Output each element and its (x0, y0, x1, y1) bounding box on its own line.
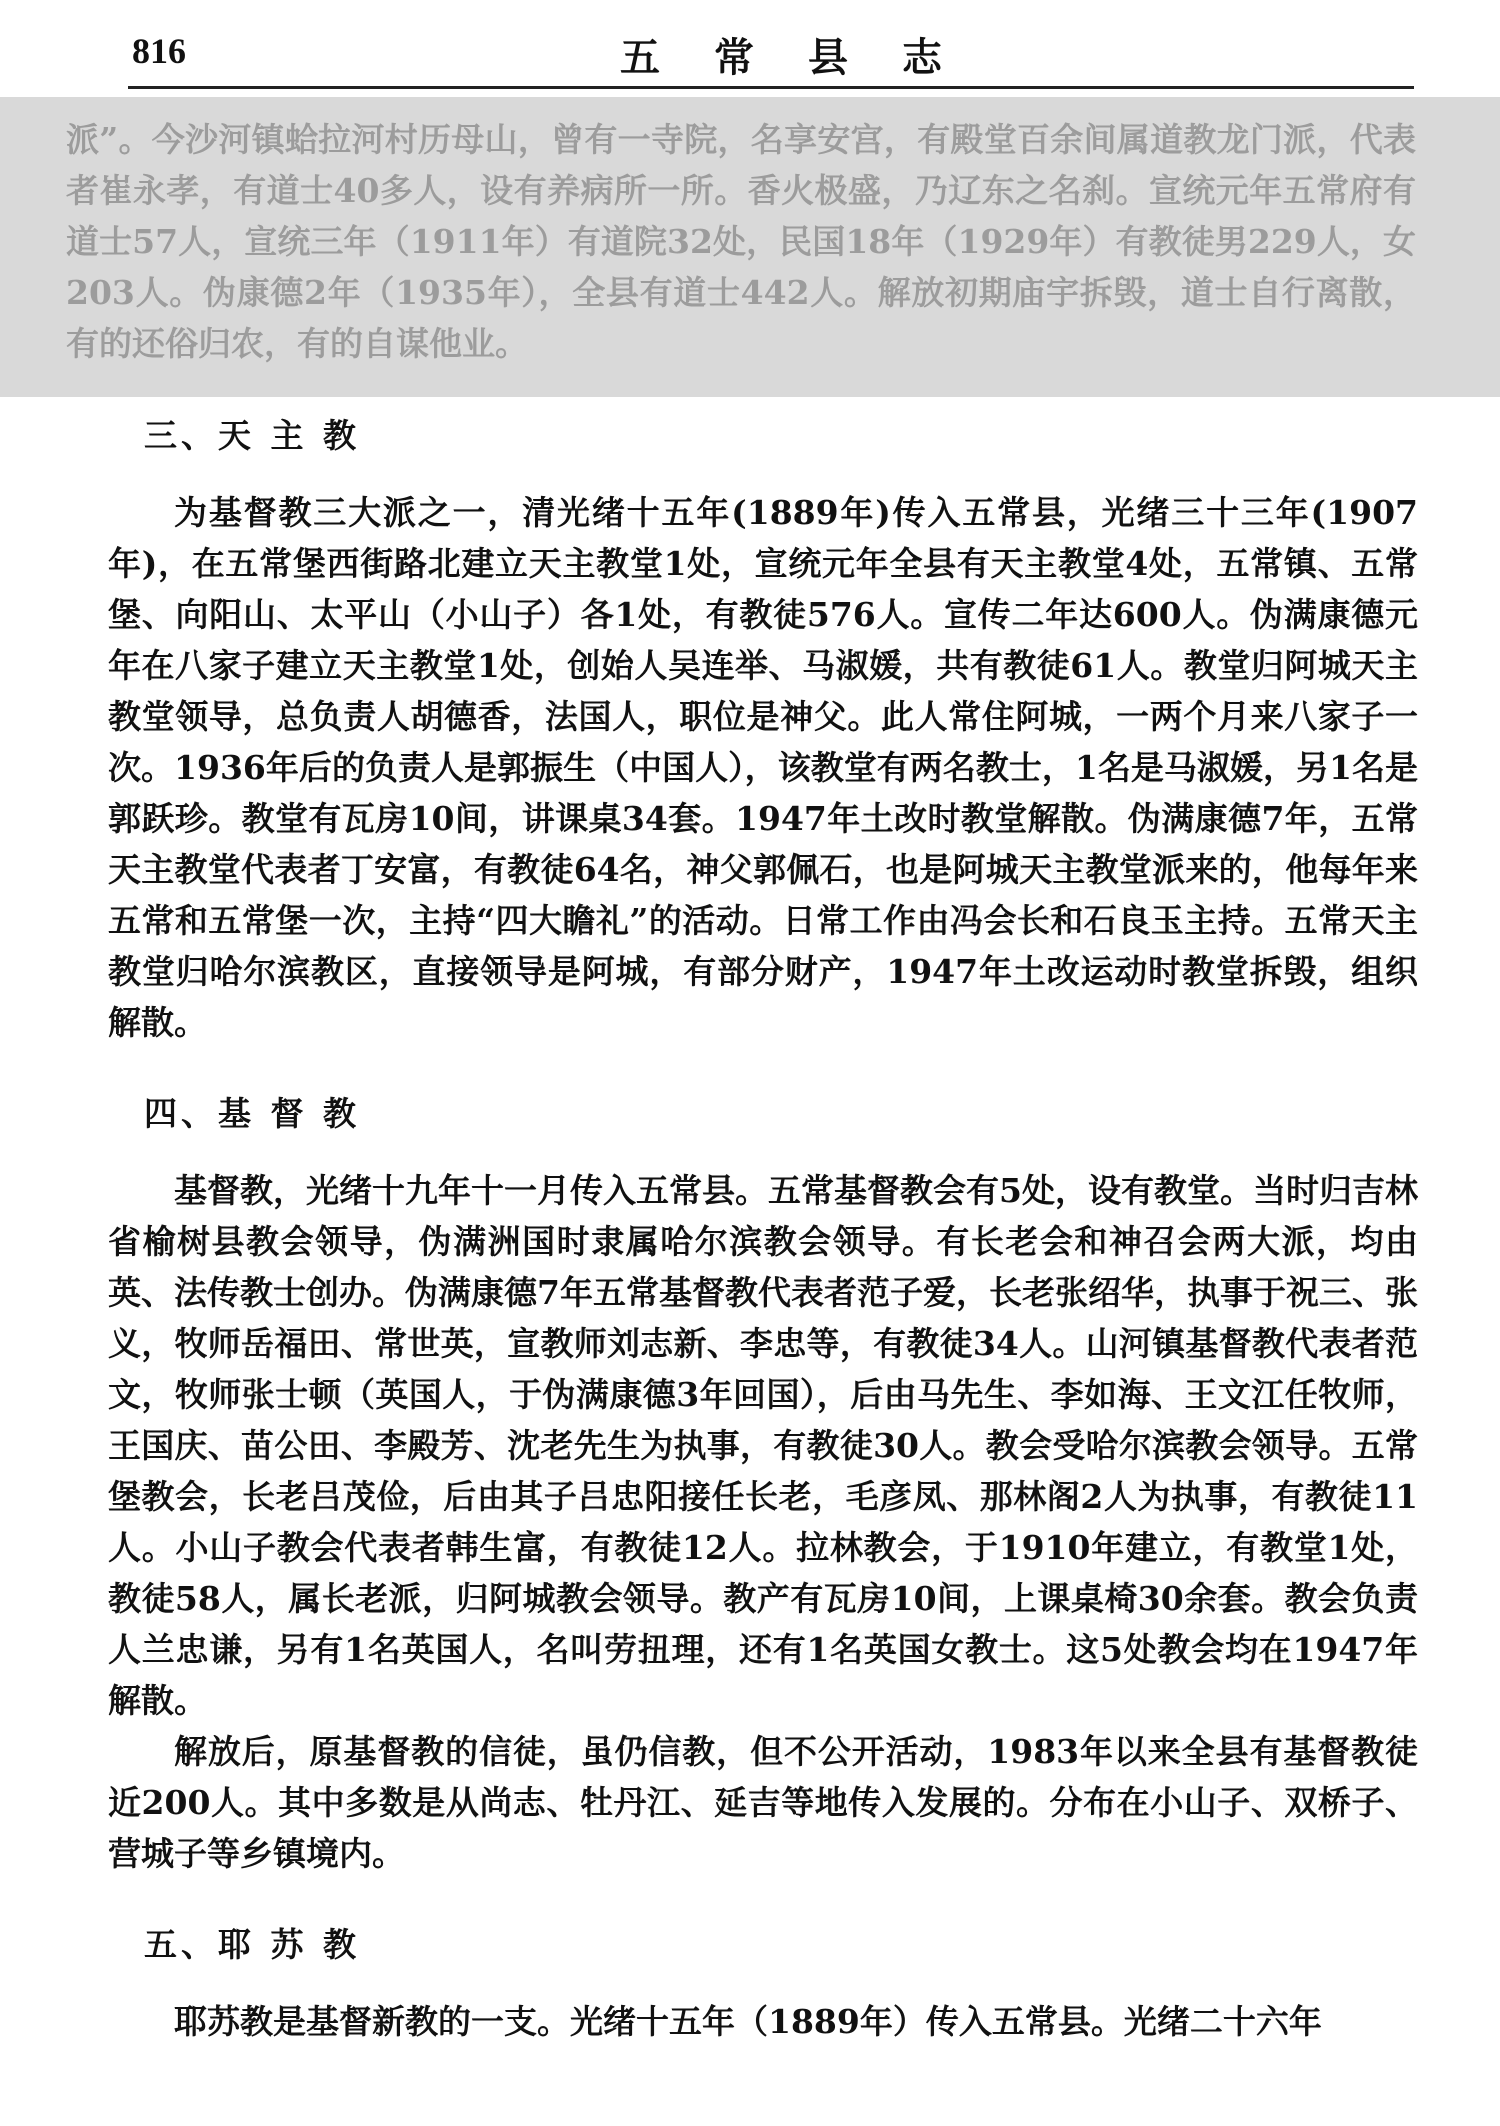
section-heading: 三、天 主 教 (144, 416, 360, 455)
header-rule (128, 86, 1414, 89)
page-header (0, 0, 1500, 96)
paragraph: 耶苏教是基督新教的一支。光绪十五年（1889年）传入五常县。光绪二十六年 (174, 2002, 1322, 2041)
section-heading: 四、基 督 教 (144, 1094, 360, 1133)
paragraph: 基督教，光绪十九年十一月传入五常县。五常基督教会有5处，设有教堂。当时归吉林省榆树县教会领导，伪满洲国时隶属哈尔滨教会领导。有长老会和神召会两大派，均由英、法传教士创办。伪满康德7年五常基督教代表者范子爱，长老张绍华，执事于祝三、张义，牧师岳福田、常世英，宣教师刘志新、李忠等，有教徒34人。山河镇基督教代表者范文，牧师张士顿（英国人，于伪满康德3年回国），后由马先生、李如海、王文江任牧师，王国庆、苗公田、李殿芳、沈老先生为执事，有教徒30人。教会受哈尔滨教会领导。五常堡教会，长老吕茂俭，后由其子吕忠阳接任长老，毛彦凤、那林阁2人为执事，有教徒11人。小山子教会代表者韩生富，有教徒12人。拉林教会，于1910年建立，有教堂1处，教徒58人，属长老派，归阿城教会领导。教产有瓦房10间，上课桌椅30余套。教会负责人兰忠谦，另有1名英国人，名叫劳扭理，还有1名英国女教士。这5处教会均在1947年解散。 (108, 1171, 1418, 1720)
page-number: 816 (132, 31, 186, 71)
section-catholicism (108, 410, 1418, 1048)
faded-paragraph: 派”。今沙河镇蛤拉河村历母山，曾有一寺院，名享安宫，有殿堂百余间属道教龙门派，代表者崔永孝，有道士40多人，设有养病所一所。香火极盛，乃辽东之名刹。宣统元年五常府有道士57人，宣统三年（1911年）有道院32处，民国18年（1929年）有教徒男229人，女203人。伪康德2年（1935年），全县有道士442人。解放初期庙宇拆毁，道士自行离散，有的还俗归农，有的自谋他业。 (66, 120, 1416, 363)
paragraph: 解放后，原基督教的信徒，虽仍信教，但不公开活动，1983年以来全县有基督教徒近200人。其中多数是从尚志、牡丹江、延吉等地传入发展的。分布在小山子、双桥子、营城子等乡镇境内。 (108, 1732, 1418, 1873)
section-protestant (108, 1919, 1418, 2047)
paragraph: 为基督教三大派之一，清光绪十五年(1889年)传入五常县，光绪三十三年(1907年)，在五常堡西街路北建立天主教堂1处，宣统元年全县有天主教堂4处，五常镇、五常堡、向阳山、太平山（小山子）各1处，有教徒576人。宣传二年达600人。伪满康德元年在八家子建立天主教堂1处，创始人吴连举、马淑媛，共有教徒61人。教堂归阿城天主教堂领导，总负责人胡德香，法国人，职位是神父。此人常住阿城，一两个月来八家子一次。1936年后的负责人是郭振生（中国人），该教堂有两名教士，1名是马淑媛，另1名是郭跃珍。教堂有瓦房10间，讲课桌34套。1947年土改时教堂解散。伪满康德7年，五常天主教堂代表者丁安富，有教徒64名，神父郭佩石，也是阿城天主教堂派来的，他每年来五常和五常堡一次，主持“四大瞻礼”的活动。日常工作由冯会长和石良玉主持。五常天主教堂归哈尔滨教区，直接领导是阿城，有部分财产，1947年土改运动时教堂拆毁，组织解散。 (108, 493, 1418, 1042)
section-christianity (108, 1088, 1418, 1879)
main-content (108, 410, 1418, 2087)
section-heading: 五、耶 苏 教 (144, 1925, 360, 1964)
running-title: 五常县志 (620, 34, 996, 81)
